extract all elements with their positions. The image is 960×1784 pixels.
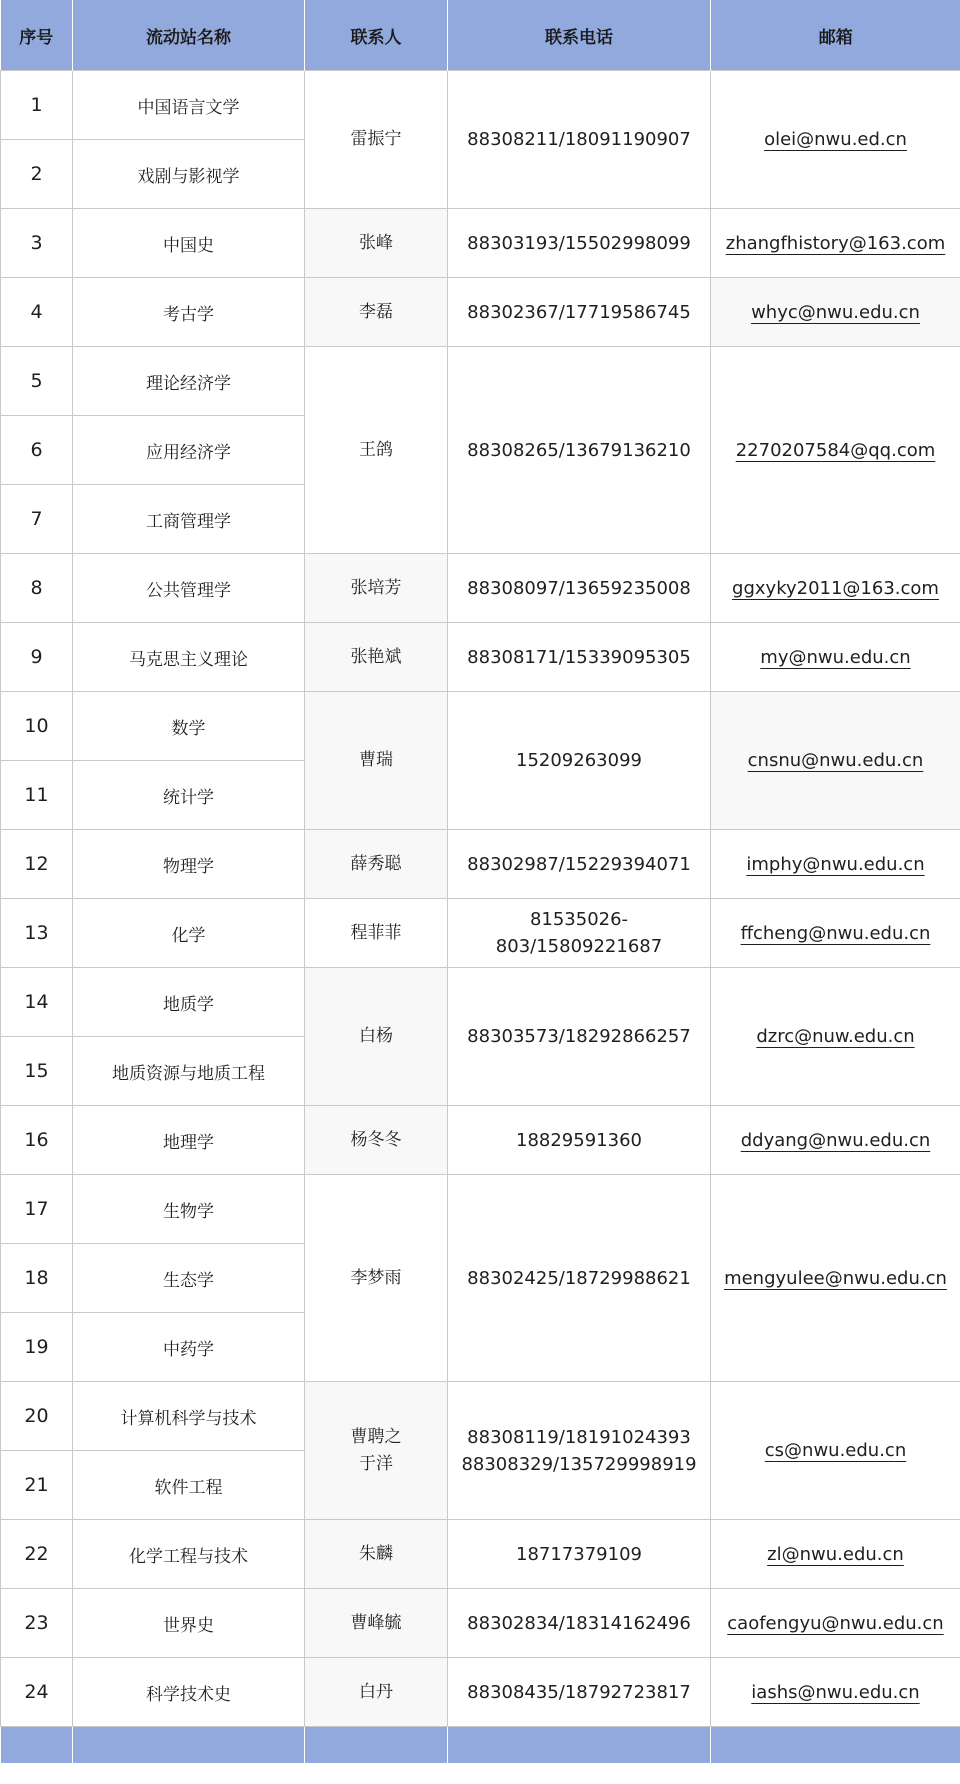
station-index: 5 <box>1 347 73 416</box>
email-link[interactable]: olei@nwu.ed.cn <box>764 129 907 150</box>
station-index: 20 <box>1 1382 73 1451</box>
station-index: 11 <box>1 761 73 830</box>
table-row <box>1 1382 960 1451</box>
contact-phone: 88308265/13679136210 <box>448 347 711 554</box>
station-name: 理论经济学 <box>73 347 305 416</box>
station-name: 应用经济学 <box>73 416 305 485</box>
station-name: 物理学 <box>73 830 305 899</box>
footer-cell <box>448 1727 711 1763</box>
contact-person: 张艳斌 <box>305 623 448 692</box>
station-index: 6 <box>1 416 73 485</box>
station-name: 世界史 <box>73 1589 305 1658</box>
station-name: 工商管理学 <box>73 485 305 554</box>
contact-phone: 88308119/18191024393 88308329/135729998919 <box>448 1382 711 1520</box>
contact-phone: 81535026- 803/15809221687 <box>448 899 711 968</box>
table-row <box>1 1175 960 1244</box>
station-name: 数学 <box>73 692 305 761</box>
station-index: 9 <box>1 623 73 692</box>
contact-phone: 18717379109 <box>448 1520 711 1589</box>
contact-phone: 88302425/18729988621 <box>448 1175 711 1382</box>
email-cell <box>711 209 960 278</box>
email-cell <box>711 554 960 623</box>
email-cell <box>711 1106 960 1175</box>
email-link[interactable]: imphy@nwu.edu.cn <box>746 853 925 875</box>
header-contact-person: 联系人 <box>305 0 448 71</box>
station-name: 地质资源与地质工程 <box>73 1037 305 1106</box>
station-name: 计算机科学与技术 <box>73 1382 305 1451</box>
contact-phone: 88308211/18091190907 <box>448 71 711 209</box>
contact-person: 杨冬冬 <box>305 1106 448 1175</box>
email-link[interactable]: ffcheng@nwu.edu.cn <box>740 922 931 944</box>
email-link[interactable]: dzrc@nuw.edu.cn <box>756 1026 915 1047</box>
email-cell <box>711 623 960 692</box>
contact-person: 薛秀聪 <box>305 830 448 899</box>
station-name: 戏剧与影视学 <box>73 140 305 209</box>
table-row <box>1 1658 960 1727</box>
station-index: 12 <box>1 830 73 899</box>
table-row <box>1 623 960 692</box>
footer-cell <box>1 1727 73 1763</box>
station-name: 统计学 <box>73 761 305 830</box>
station-name: 软件工程 <box>73 1451 305 1520</box>
header-index: 序号 <box>1 0 73 71</box>
email-link[interactable]: whyc@nwu.edu.cn <box>751 301 920 323</box>
station-index: 13 <box>1 899 73 968</box>
email-link[interactable]: cs@nwu.edu.cn <box>764 1440 907 1461</box>
header-phone: 联系电话 <box>448 0 711 71</box>
header-station-name: 流动站名称 <box>73 0 305 71</box>
station-index: 4 <box>1 278 73 347</box>
station-index: 18 <box>1 1244 73 1313</box>
station-index: 1 <box>1 71 73 140</box>
contact-person: 白丹 <box>305 1658 448 1727</box>
table-row <box>1 347 960 416</box>
station-name: 马克思主义理论 <box>73 623 305 692</box>
contact-phone: 88303193/15502998099 <box>448 209 711 278</box>
email-cell <box>711 692 960 830</box>
contact-person: 李梦雨 <box>305 1175 448 1382</box>
table-row <box>1 692 960 761</box>
contact-person: 王鸽 <box>305 347 448 554</box>
footer-cell <box>711 1727 960 1763</box>
contact-phone: 88308435/18792723817 <box>448 1658 711 1727</box>
table-body <box>1 71 960 1763</box>
table-row <box>1 71 960 140</box>
email-cell <box>711 968 960 1106</box>
station-index: 21 <box>1 1451 73 1520</box>
email-cell <box>711 1589 960 1658</box>
contact-person: 李磊 <box>305 278 448 347</box>
table-header-row <box>1 0 960 71</box>
station-index: 7 <box>1 485 73 554</box>
contact-person: 雷振宁 <box>305 71 448 209</box>
email-cell <box>711 1520 960 1589</box>
header-email: 邮箱 <box>711 0 960 71</box>
station-name: 生物学 <box>73 1175 305 1244</box>
station-name: 公共管理学 <box>73 554 305 623</box>
station-index: 3 <box>1 209 73 278</box>
station-index: 24 <box>1 1658 73 1727</box>
contact-phone: 88308097/13659235008 <box>448 554 711 623</box>
station-name: 考古学 <box>73 278 305 347</box>
contact-phone: 88302367/17719586745 <box>448 278 711 347</box>
station-index: 2 <box>1 140 73 209</box>
email-link[interactable]: zl@nwu.edu.cn <box>767 1543 904 1565</box>
table-row <box>1 209 960 278</box>
contact-person: 曹瑞 <box>305 692 448 830</box>
table-row <box>1 830 960 899</box>
email-link[interactable]: 2270207584@qq.com <box>735 439 936 461</box>
email-cell <box>711 899 960 968</box>
station-name: 生态学 <box>73 1244 305 1313</box>
station-index: 15 <box>1 1037 73 1106</box>
contact-person: 张培芳 <box>305 554 448 623</box>
table-row <box>1 278 960 347</box>
email-link[interactable]: ddyang@nwu.edu.cn <box>740 1129 931 1151</box>
email-link[interactable]: cnsnu@nwu.edu.cn <box>747 750 924 771</box>
table-row <box>1 1589 960 1658</box>
email-cell <box>711 830 960 899</box>
contact-person: 曹聘之 于洋 <box>305 1382 448 1520</box>
email-link[interactable]: iashs@nwu.edu.cn <box>751 1681 920 1703</box>
contact-phone: 15209263099 <box>448 692 711 830</box>
email-cell <box>711 1175 960 1382</box>
email-cell <box>711 347 960 554</box>
station-name: 化学 <box>73 899 305 968</box>
station-name: 化学工程与技术 <box>73 1520 305 1589</box>
table-row <box>1 899 960 968</box>
station-index: 16 <box>1 1106 73 1175</box>
station-index: 17 <box>1 1175 73 1244</box>
contact-person: 程菲菲 <box>305 899 448 968</box>
station-name: 中国史 <box>73 209 305 278</box>
email-link[interactable]: ggxyky2011@163.com <box>732 577 939 599</box>
contact-phone: 88302987/15229394071 <box>448 830 711 899</box>
station-index: 19 <box>1 1313 73 1382</box>
email-link[interactable]: my@nwu.edu.cn <box>760 646 911 668</box>
footer-cell <box>73 1727 305 1763</box>
contact-phone: 18829591360 <box>448 1106 711 1175</box>
station-index: 10 <box>1 692 73 761</box>
email-cell <box>711 71 960 209</box>
contact-person: 朱麟 <box>305 1520 448 1589</box>
contact-person: 白杨 <box>305 968 448 1106</box>
station-name: 中药学 <box>73 1313 305 1382</box>
email-link[interactable]: caofengyu@nwu.edu.cn <box>727 1612 944 1634</box>
contact-phone: 88302834/18314162496 <box>448 1589 711 1658</box>
station-name: 中国语言文学 <box>73 71 305 140</box>
station-index: 14 <box>1 968 73 1037</box>
station-index: 8 <box>1 554 73 623</box>
contact-phone: 88308171/15339095305 <box>448 623 711 692</box>
station-name: 科学技术史 <box>73 1658 305 1727</box>
station-index: 23 <box>1 1589 73 1658</box>
table-footer-band <box>1 1727 960 1763</box>
table-row <box>1 554 960 623</box>
contact-phone: 88303573/18292866257 <box>448 968 711 1106</box>
table-row <box>1 1106 960 1175</box>
table-row <box>1 968 960 1037</box>
email-cell <box>711 1658 960 1727</box>
contact-person: 曹峰毓 <box>305 1589 448 1658</box>
table-row <box>1 1520 960 1589</box>
footer-cell <box>305 1727 448 1763</box>
email-cell <box>711 278 960 347</box>
email-link[interactable]: zhangfhistory@163.com <box>725 232 946 254</box>
contact-person: 张峰 <box>305 209 448 278</box>
station-name: 地理学 <box>73 1106 305 1175</box>
email-link[interactable]: mengyulee@nwu.edu.cn <box>724 1267 947 1289</box>
station-index: 22 <box>1 1520 73 1589</box>
station-name: 地质学 <box>73 968 305 1037</box>
email-cell <box>711 1382 960 1520</box>
